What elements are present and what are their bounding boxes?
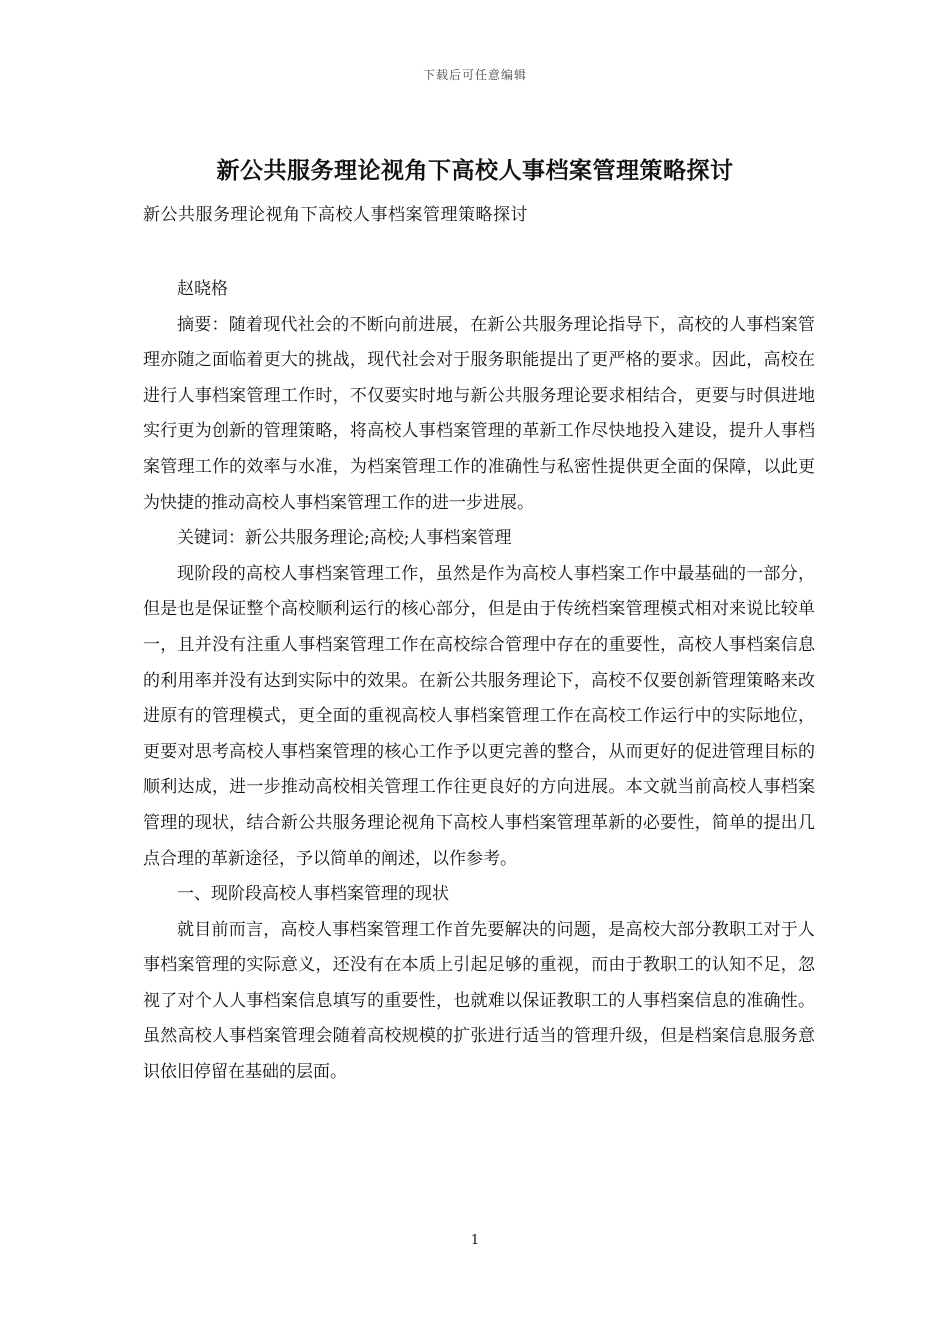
document-title: 新公共服务理论视角下高校人事档案管理策略探讨	[216, 157, 734, 184]
document-subtitle: 新公共服务理论视角下高校人事档案管理策略探讨	[143, 205, 528, 225]
intro-paragraph: 现阶段的高校人事档案管理工作，虽然是作为高校人事档案工作中最基础的一部分，但是也是保证整个高校顺利运行的核心部分，但是由于传统档案管理模式相对来说比较单一，且并没有注重人事档案管理工作在高校综合管理中存在的重要性，高校人事档案信息的利用率并没有达到实际中的效果。在新公共服务理论下，高校不仅要创新管理策略来改进原有的管理模式，更全面的重视高校人事档案管理工作在高校工作运行中的实际地位，更要对思考高校人事档案管理的核心工作予以更完善的整合，从而更好的促进管理目标的顺利达成，进一步推动高校相关管理工作往更良好的方向进展。本文就当前高校人事档案管理的现状，结合新公共服务理论视角下高校人事档案管理革新的必要性，简单的提出几点合理的革新途径，予以简单的阐述，以作参考。	[143, 563, 815, 869]
author-name: 赵晓格	[177, 279, 228, 299]
keywords-paragraph: 关键词：新公共服务理论;高校;人事档案管理	[177, 528, 512, 549]
abstract-paragraph: 摘要：随着现代社会的不断向前进展，在新公共服务理论指导下，高校的人事档案管理亦随之面临着更大的挑战，现代社会对于服务职能提出了更严格的要求。因此，高校在进行人事档案管理工作时，不仅要实时地与新公共服务理论要求相结合，更要与时俱进地实行更为创新的管理策略，将高校人事档案管理的革新工作尽快地投入建设，提升人事档案管理工作的效率与水准，为档案管理工作的准确性与私密性提供更全面的保障，以此更为快捷的推动高校人事档案管理工作的进一步进展。	[143, 314, 815, 513]
section-heading: 一、现阶段高校人事档案管理的现状	[177, 884, 449, 905]
document-body	[143, 272, 815, 1091]
page-number: 1	[470, 1233, 480, 1248]
header-note: 下载后可任意编辑	[422, 68, 527, 82]
section-body-paragraph: 就目前而言，高校人事档案管理工作首先要解决的问题，是高校大部分教职工对于人事档案管理的实际意义，还没有在本质上引起足够的重视，而由于教职工的认知不足，忽视了对个人人事档案信息填写的重要性，也就难以保证教职工的人事档案信息的准确性。虽然高校人事档案管理会随着高校规模的扩张进行适当的管理升级，但是档案信息服务意识依旧停留在基础的层面。	[143, 919, 815, 1083]
